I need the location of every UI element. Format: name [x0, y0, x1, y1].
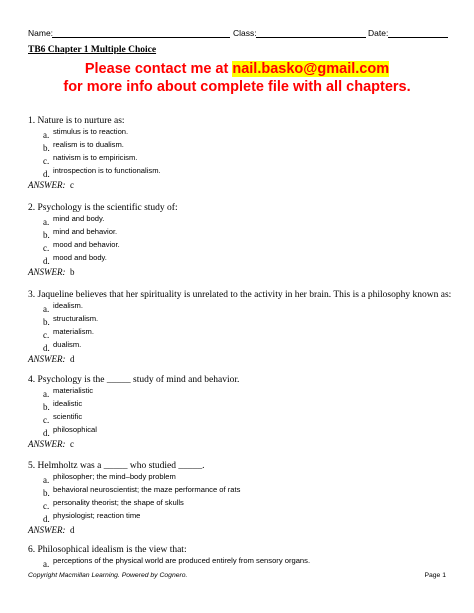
- choice-letter: c.: [43, 243, 50, 253]
- answer-line: [28, 179, 468, 191]
- answer-label: ANSWER:: [28, 525, 66, 535]
- question-stem: 3. Jaqueline believes that her spirituality is unrelated to the activity in her brain. This is a philosophy known as:: [28, 290, 452, 300]
- answer-line: [28, 438, 468, 450]
- choice-text: mood and body.: [53, 253, 107, 262]
- question-2: [28, 202, 468, 278]
- choice-c: [28, 327, 468, 340]
- choice-text: philosophical: [53, 425, 97, 434]
- answer-value: c: [70, 180, 74, 190]
- choice-a: [28, 556, 468, 569]
- question-1: [28, 115, 468, 191]
- choice-text: physiologist; reaction time: [53, 511, 141, 520]
- header-fields: [28, 28, 448, 40]
- choice-a: [28, 301, 468, 314]
- choice-c: [28, 498, 468, 511]
- choice-letter: b.: [43, 488, 50, 498]
- question-stem: 5. Helmholtz was a _____ who studied _____.: [28, 461, 205, 471]
- question-4: [28, 374, 468, 450]
- choice-letter: d.: [43, 256, 50, 266]
- promo-line-2: for more info about complete file with all chapters.: [63, 79, 411, 95]
- choice-c: [28, 240, 468, 253]
- choice-letter: d.: [43, 514, 50, 524]
- question-stem: 2. Psychology is the scientific study of:: [28, 203, 178, 213]
- choice-d: [28, 425, 468, 438]
- question-3: [28, 289, 468, 365]
- choice-letter: d.: [43, 428, 50, 438]
- choice-letter: c.: [43, 330, 50, 340]
- question-5: [28, 460, 468, 536]
- choice-c: [28, 412, 468, 425]
- answer-label: ANSWER:: [28, 354, 66, 364]
- question-stem: 1. Nature is to nurture as:: [28, 116, 125, 126]
- choice-letter: a.: [43, 130, 50, 140]
- name-label: Name:: [28, 28, 54, 38]
- choice-b: [28, 140, 468, 153]
- choice-letter: c.: [43, 501, 50, 511]
- choice-a: [28, 472, 468, 485]
- choice-text: materialistic: [53, 386, 94, 395]
- choice-a: [28, 214, 468, 227]
- choice-letter: b.: [43, 317, 50, 327]
- footer-copyright: Copyright Macmillan Learning. Powered by Cognero.: [28, 572, 188, 579]
- date-label: Date:: [368, 28, 389, 38]
- choice-letter: b.: [43, 402, 50, 412]
- choice-letter: a.: [43, 559, 50, 569]
- promo-prefix: Please contact me at: [84, 61, 233, 77]
- choice-text: realism is to dualism.: [53, 140, 124, 149]
- promo-line-1: [0, 61, 474, 77]
- choice-text: materialism.: [53, 327, 94, 336]
- choice-b: [28, 314, 468, 327]
- answer-line: [28, 353, 468, 365]
- answer-label: ANSWER:: [28, 267, 66, 277]
- choice-letter: a.: [43, 475, 50, 485]
- promo-email: nail.basko@gmail.com: [232, 61, 390, 77]
- choice-letter: a.: [43, 217, 50, 227]
- choice-letter: c.: [43, 156, 50, 166]
- answer-label: ANSWER:: [28, 180, 66, 190]
- choice-a: [28, 386, 468, 399]
- answer-line: [28, 266, 468, 278]
- choice-b: [28, 399, 468, 412]
- date-blank-line: [388, 37, 448, 38]
- choice-text: philosopher; the mind–body problem: [53, 472, 176, 481]
- question-stem: 6. Philosophical idealism is the view that:: [28, 545, 187, 555]
- choice-text: nativism is to empiricism.: [53, 153, 138, 162]
- choice-text: perceptions of the physical world are produced entirely from sensory organs.: [53, 556, 311, 565]
- choice-text: behavioral neuroscientist; the maze performance of rats: [53, 485, 241, 494]
- choice-text: idealism.: [53, 301, 83, 310]
- class-blank-line: [256, 37, 366, 38]
- answer-value: c: [70, 439, 74, 449]
- footer-page-number: Page 1: [424, 572, 446, 579]
- choice-letter: a.: [43, 389, 50, 399]
- choice-c: [28, 153, 468, 166]
- choice-letter: d.: [43, 343, 50, 353]
- choice-letter: a.: [43, 304, 50, 314]
- choice-text: scientific: [53, 412, 83, 421]
- choice-b: [28, 485, 468, 498]
- answer-line: [28, 524, 468, 536]
- choice-letter: b.: [43, 230, 50, 240]
- choice-letter: c.: [43, 415, 50, 425]
- class-label: Class:: [233, 28, 257, 38]
- answer-value: d: [70, 354, 75, 364]
- choice-text: mind and body.: [53, 214, 105, 223]
- choice-text: mood and behavior.: [53, 240, 120, 249]
- choice-d: [28, 511, 468, 524]
- choice-letter: b.: [43, 143, 50, 153]
- answer-value: d: [70, 525, 75, 535]
- choice-text: stimulus is to reaction.: [53, 127, 129, 136]
- question-6: [28, 544, 468, 569]
- choice-text: structuralism.: [53, 314, 99, 323]
- choice-text: introspection is to functionalism.: [53, 166, 161, 175]
- choice-text: personality theorist; the shape of skulls: [53, 498, 184, 507]
- name-blank-line: [52, 37, 230, 38]
- choice-letter: d.: [43, 169, 50, 179]
- question-stem: 4. Psychology is the _____ study of mind and behavior.: [28, 375, 240, 385]
- choice-text: idealistic: [53, 399, 83, 408]
- choice-text: mind and behavior.: [53, 227, 118, 236]
- choice-b: [28, 227, 468, 240]
- page-title: TB6 Chapter 1 Multiple Choice: [28, 45, 157, 55]
- choice-d: [28, 166, 468, 179]
- answer-label: ANSWER:: [28, 439, 66, 449]
- answer-value: b: [70, 267, 75, 277]
- choice-text: dualism.: [53, 340, 82, 349]
- choice-a: [28, 127, 468, 140]
- choice-d: [28, 253, 468, 266]
- choice-d: [28, 340, 468, 353]
